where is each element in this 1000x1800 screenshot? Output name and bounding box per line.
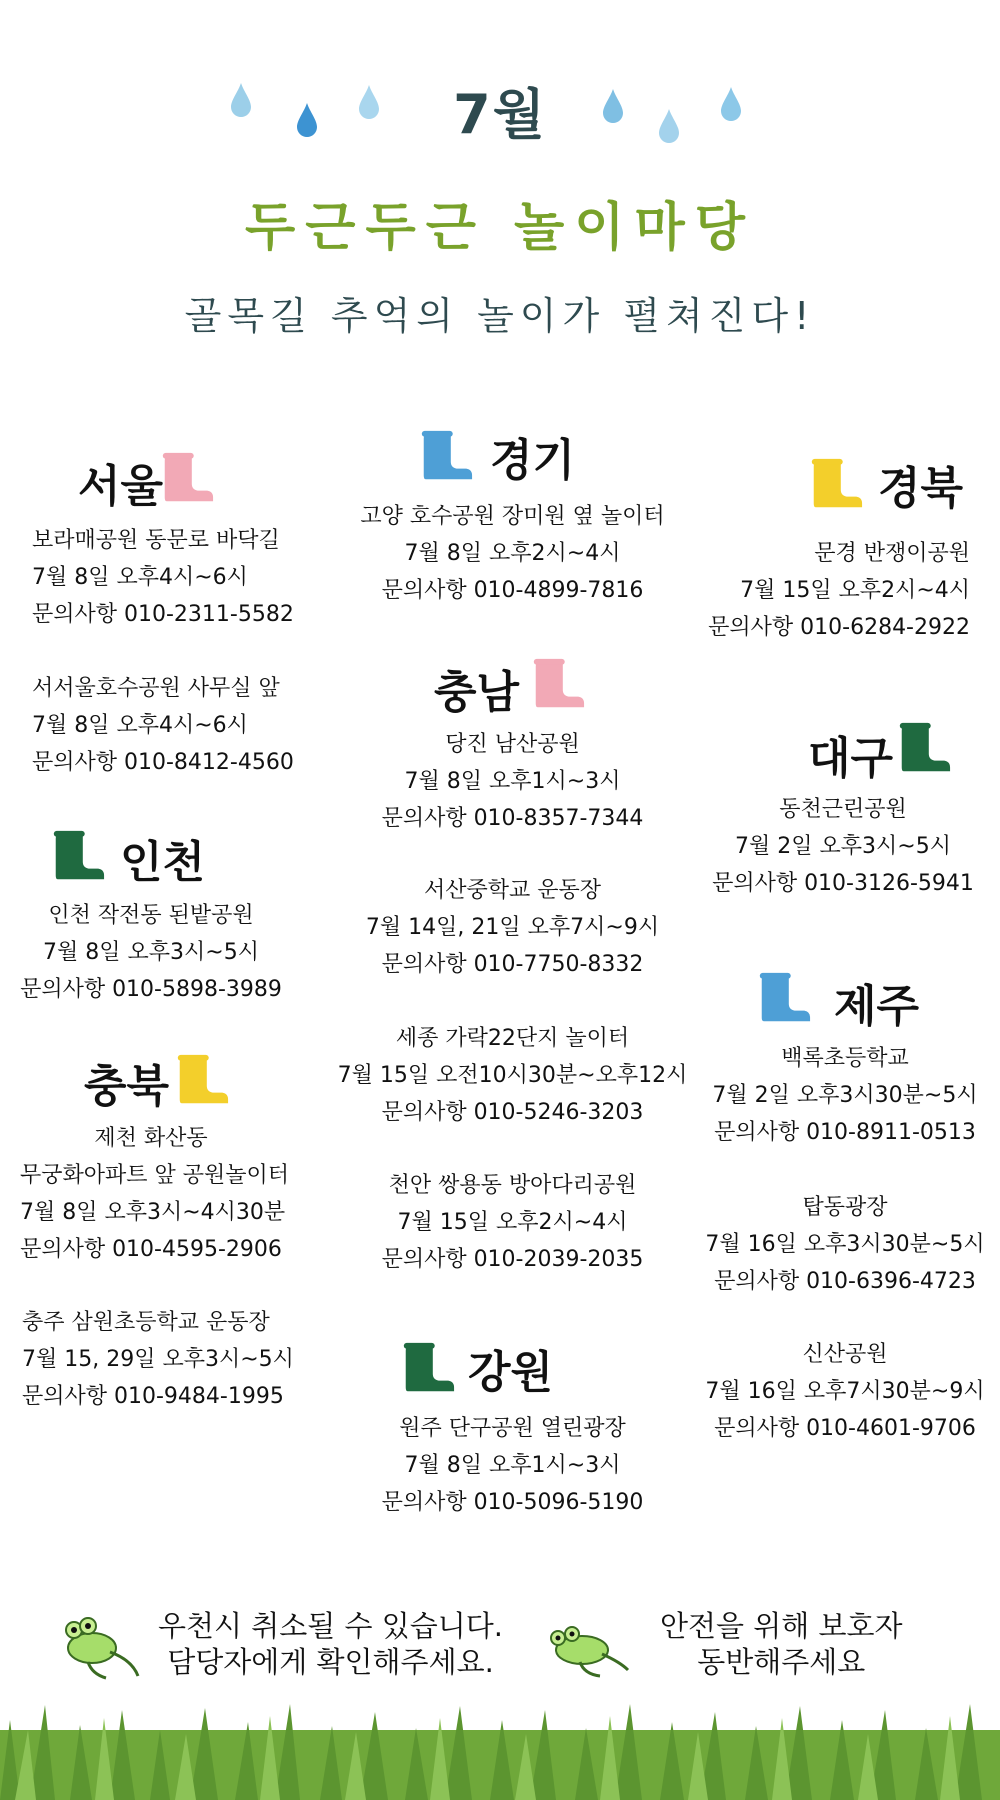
venue-place: 신산공원 (802, 1342, 888, 1367)
venue-time: 7월 8일 오후4시~6시 (32, 565, 248, 590)
venue-time: 7월 15일 오전10시30분~오후12시 (337, 1063, 688, 1088)
venue-time: 7월 16일 오후7시30분~9시 (705, 1379, 985, 1404)
venue-contact: 문의사항 010-2039-2035 (381, 1247, 644, 1272)
venue-chungbuk-1 (20, 1120, 290, 1268)
venue-place: 동천근린공원 (779, 797, 907, 822)
venue-place: 원주 단구공원 열린광장 (399, 1416, 626, 1441)
region-title-gyeonggi: 경기 (490, 435, 576, 486)
venue-place: 서서울호수공원 사무실 앞 (32, 676, 280, 701)
region-title-incheon: 인천 (120, 837, 206, 888)
region-title-gyeongbuk: 경북 (878, 463, 964, 514)
page-title: 두근두근 놀이마당 (245, 198, 755, 258)
venue-place: 인천 작전동 된밭공원 (48, 903, 254, 928)
blue-boot-icon (754, 970, 812, 1026)
venue-place: 탑동광장 (802, 1195, 888, 1220)
venue-contact: 문의사항 010-4595-2906 (20, 1237, 282, 1262)
venue-time: 7월 2일 오후3시~5시 (735, 834, 951, 859)
venue-place: 문경 반쟁이공원 (814, 541, 970, 566)
venue-chungnam-4 (330, 1167, 695, 1278)
venue-jeju-3 (700, 1336, 990, 1447)
venue-place: 제천 화산동 (94, 1126, 208, 1151)
venue-contact: 문의사항 010-8911-0513 (714, 1120, 976, 1145)
venue-chungnam-1 (340, 726, 685, 837)
venue-time: 7월 8일 오후3시~4시30분 (20, 1200, 286, 1225)
venue-contact: 문의사항 010-5898-3989 (20, 977, 282, 1002)
venue-time: 7월 15, 29일 오후3시~5시 (22, 1347, 294, 1372)
venue-contact: 문의사항 010-6396-4723 (714, 1269, 976, 1294)
venue-place: 백록초등학교 (781, 1046, 909, 1071)
pink-boot-icon (528, 656, 586, 712)
venue-contact: 문의사항 010-5096-5190 (381, 1490, 644, 1515)
venue-contact: 문의사항 010-4899-7816 (381, 578, 644, 603)
venue-contact: 문의사항 010-5246-3203 (381, 1100, 644, 1125)
venue-seoul-1 (32, 522, 294, 633)
venue-time: 7월 15일 오후2시~4시 (740, 578, 970, 603)
green-boot-icon (894, 720, 952, 776)
pink-boot-icon (157, 450, 215, 506)
venue-jeju-1 (700, 1040, 990, 1151)
frog-icon (52, 1604, 142, 1684)
notice-safety-line2: 동반해주세요 (697, 1645, 866, 1679)
month-heading: 7월 (453, 83, 547, 146)
green-boot-icon (398, 1340, 456, 1396)
venue-chungbuk-2 (22, 1304, 294, 1415)
venue-place-detail: 무궁화아파트 앞 공원놀이터 (20, 1163, 290, 1188)
venue-contact: 문의사항 010-4601-9706 (714, 1416, 976, 1441)
region-title-chungnam: 충남 (434, 667, 520, 718)
green-boot-icon (48, 828, 106, 884)
venue-place: 세종 가락22단지 놀이터 (395, 1026, 630, 1051)
frog-icon (540, 1610, 630, 1690)
venue-time: 7월 2일 오후3시30분~5시 (712, 1083, 978, 1108)
venue-contact: 문의사항 010-6284-2922 (708, 615, 970, 640)
region-title-chungbuk: 충북 (84, 1061, 170, 1112)
venue-daegu-1 (708, 791, 978, 902)
grass-footer (0, 1700, 1000, 1800)
page-subtitle: 골목길 추억의 놀이가 펼쳐진다! (184, 294, 816, 338)
region-title-gangwon: 강원 (468, 1347, 554, 1398)
notice-safety (660, 1608, 903, 1680)
venue-chungnam-3 (320, 1020, 705, 1131)
blue-boot-icon (416, 428, 474, 484)
region-title-daegu: 대구 (808, 733, 894, 784)
venue-contact: 문의사항 010-2311-5582 (32, 602, 294, 627)
venue-place: 고양 호수공원 장미원 옆 놀이터 (360, 504, 665, 529)
notice-rain (158, 1608, 503, 1680)
venue-time: 7월 14일, 21일 오후7시~9시 (365, 915, 660, 940)
venue-time: 7월 8일 오후2시~4시 (404, 541, 621, 566)
region-title-seoul: 서울 (78, 461, 164, 512)
venue-time: 7월 8일 오후1시~3시 (404, 769, 621, 794)
venue-time: 7월 8일 오후1시~3시 (404, 1453, 621, 1478)
venue-contact: 문의사항 010-8357-7344 (381, 806, 644, 831)
region-title-jeju: 제주 (834, 981, 920, 1032)
venue-contact: 문의사항 010-8412-4560 (32, 750, 294, 775)
venue-time: 7월 8일 오후4시~6시 (32, 713, 248, 738)
venue-place: 당진 남산공원 (445, 732, 580, 757)
venue-jeju-2 (700, 1189, 990, 1300)
notice-safety-line1: 안전을 위해 보호자 (660, 1609, 903, 1643)
venue-gangwon-1 (340, 1410, 685, 1521)
notice-rain-line1: 우천시 취소될 수 있습니다. (158, 1609, 504, 1643)
yellow-boot-icon (806, 456, 864, 512)
venue-gyeongbuk-1 (708, 535, 970, 646)
venue-incheon-1 (20, 897, 282, 1008)
venue-time: 7월 8일 오후3시~5시 (43, 940, 259, 965)
venue-contact: 문의사항 010-9484-1995 (22, 1384, 284, 1409)
yellow-boot-icon (172, 1052, 230, 1108)
notice-rain-line2: 담당자에게 확인해주세요. (167, 1645, 494, 1679)
venue-seoul-2 (32, 670, 294, 781)
venue-time: 7월 16일 오후3시30분~5시 (705, 1232, 985, 1257)
venue-contact: 문의사항 010-7750-8332 (381, 952, 644, 977)
venue-place: 보라매공원 동문로 바닥길 (32, 528, 280, 553)
venue-place: 서산중학교 운동장 (423, 878, 601, 903)
venue-place: 천안 쌍용동 방아다리공원 (388, 1173, 637, 1198)
venue-gyeonggi-1 (340, 498, 685, 609)
venue-place: 충주 삼원초등학교 운동장 (22, 1310, 270, 1335)
venue-contact: 문의사항 010-3126-5941 (712, 871, 974, 896)
venue-time: 7월 15일 오후2시~4시 (397, 1210, 628, 1235)
venue-chungnam-2 (330, 872, 695, 983)
